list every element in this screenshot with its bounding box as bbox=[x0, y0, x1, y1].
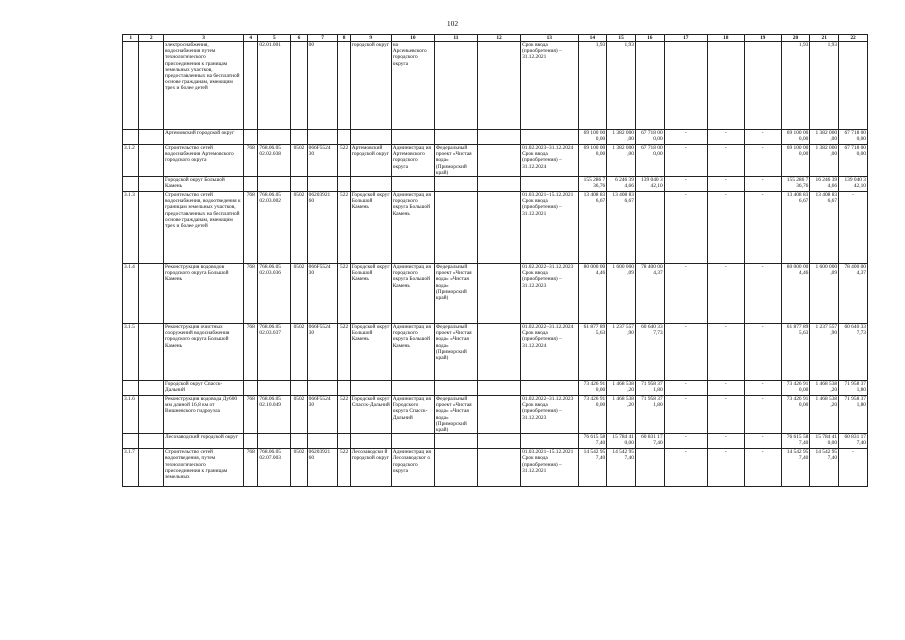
table-cell bbox=[635, 192, 664, 264]
table-cell bbox=[338, 42, 350, 130]
table-cell: 522 bbox=[338, 396, 350, 434]
table-cell: Администрац ия Лесозаводског о городского округа bbox=[391, 449, 434, 487]
table-cell bbox=[291, 177, 307, 192]
table-row bbox=[123, 449, 868, 487]
table-cell: 0502 bbox=[291, 324, 307, 381]
table-cell: Строительство сетей водоснабжения Артемовского городского округа bbox=[164, 145, 244, 177]
table-cell bbox=[123, 381, 139, 396]
table-cell bbox=[707, 42, 744, 130]
table-cell: Федеральный проект «Чистая вода» «Чистая вода» (Приморский край) bbox=[434, 396, 477, 434]
table-cell bbox=[307, 381, 338, 396]
header-cell: 8 bbox=[338, 35, 350, 42]
table-cell: 67 718 00 0,00 bbox=[839, 145, 868, 177]
table-cell: 71 958 37 1,80 bbox=[839, 381, 868, 396]
table-cell: 61 877 89 5,63 bbox=[578, 324, 607, 381]
table-cell: Лесозаводски й городской округ bbox=[350, 449, 391, 487]
table-cell: - bbox=[707, 192, 744, 264]
table-cell bbox=[477, 192, 520, 264]
budget-table bbox=[122, 34, 868, 487]
table-cell bbox=[139, 324, 164, 381]
header-cell: 22 bbox=[839, 35, 868, 42]
table-cell: 73 426 91 0,00 bbox=[781, 396, 810, 434]
table-cell bbox=[258, 381, 291, 396]
table-cell: 1 382 000 ,00 bbox=[810, 130, 839, 145]
table-cell bbox=[291, 42, 307, 130]
table-cell: 522 bbox=[338, 449, 350, 487]
table-cell: 69 100 00 0,00 bbox=[578, 145, 607, 177]
table-cell bbox=[434, 434, 477, 449]
table-cell: - bbox=[707, 264, 744, 324]
table-cell bbox=[477, 396, 520, 434]
table-row bbox=[123, 381, 868, 396]
table-cell: - bbox=[664, 449, 707, 487]
table-cell: Администрац ия городского округа Большой Камень bbox=[391, 264, 434, 324]
table-cell: Городской округ Большой Камень bbox=[350, 192, 391, 264]
table-row bbox=[123, 42, 868, 130]
table-cell: 0502 bbox=[291, 396, 307, 434]
table-cell bbox=[123, 434, 139, 449]
table-cell: Федеральный проект «Чистая вода» «Чистая вода» (Приморский край) bbox=[434, 324, 477, 381]
table-cell: 155 286 7 36,76 bbox=[578, 177, 607, 192]
header-cell: 4 bbox=[244, 35, 258, 42]
header-cell: 7 bbox=[307, 35, 338, 42]
table-cell: 73 426 91 0,00 bbox=[781, 381, 810, 396]
table-cell: Администрац ия городского округа Большой Камень bbox=[391, 324, 434, 381]
table-cell: 1 237 557 ,90 bbox=[810, 324, 839, 381]
header-cell: 1 bbox=[123, 35, 139, 42]
table-cell: 1,93 bbox=[781, 42, 810, 130]
table-cell bbox=[307, 434, 338, 449]
table-cell bbox=[338, 177, 350, 192]
table-cell bbox=[139, 434, 164, 449]
table-cell: 1 600 000 ,09 bbox=[607, 264, 636, 324]
header-cell: 21 bbox=[810, 35, 839, 42]
table-cell bbox=[258, 130, 291, 145]
table-cell: 1 468 538 ,20 bbox=[607, 396, 636, 434]
table-cell bbox=[391, 434, 434, 449]
table-cell: Федеральный проект «Чистая вода» «Чистая вода» (Приморский край) bbox=[434, 264, 477, 324]
table-cell: 78 400 00 4,37 bbox=[635, 264, 664, 324]
table-cell: 80 000 00 4,46 bbox=[781, 264, 810, 324]
table-cell bbox=[244, 130, 258, 145]
table-cell bbox=[434, 381, 477, 396]
table-cell: - bbox=[664, 130, 707, 145]
table-cell: 01.02.2022–31.12.2023 Срок ввода (приобретения) – 31.12.2023 bbox=[521, 396, 578, 434]
table-cell: 71 958 37 1,80 bbox=[839, 396, 868, 434]
header-cell: 15 bbox=[607, 35, 636, 42]
table-cell: Реконструкция водоводов городского округа Большой Камень bbox=[164, 264, 244, 324]
table-cell bbox=[291, 130, 307, 145]
table-cell: - bbox=[839, 192, 868, 264]
table-cell: 066F5524 30 bbox=[307, 324, 338, 381]
table-cell bbox=[139, 42, 164, 130]
table-cell: 155 286 7 36,76 bbox=[781, 177, 810, 192]
table-cell bbox=[434, 42, 477, 130]
header-cell: 6 bbox=[291, 35, 307, 42]
table-row bbox=[123, 177, 868, 192]
table-cell: 139 040 3 42,10 bbox=[839, 177, 868, 192]
table-cell: 67 718 00 0,00 bbox=[635, 145, 664, 177]
table-cell bbox=[338, 381, 350, 396]
table-cell: 0502 bbox=[291, 192, 307, 264]
table-cell: Городской округ Большой Камень bbox=[350, 324, 391, 381]
table-cell bbox=[123, 130, 139, 145]
table-cell: 78 400 00 4,37 bbox=[839, 264, 868, 324]
table-cell: - bbox=[744, 324, 781, 381]
table-cell: - bbox=[744, 396, 781, 434]
table-cell: городской округ bbox=[350, 42, 391, 130]
table-cell: Артемовский городской округ bbox=[350, 145, 391, 177]
table-cell: Реконструкция водовода Ду600 мм длиной 16,8 км от Вишневского гидроузла bbox=[164, 396, 244, 434]
table-cell: 14 542 95 7,40 bbox=[810, 449, 839, 487]
table-cell: Городской округ Большой Камень bbox=[164, 177, 244, 192]
table-cell bbox=[338, 434, 350, 449]
table-cell: 139 040 3 42,10 bbox=[635, 177, 664, 192]
table-cell: - bbox=[839, 449, 868, 487]
header-cell: 12 bbox=[477, 35, 520, 42]
table-cell: 15 784 41 0,00 bbox=[607, 434, 636, 449]
table-cell: 768.06.05 02.02.038 bbox=[258, 145, 291, 177]
table-cell bbox=[244, 434, 258, 449]
table-cell: 768 bbox=[244, 145, 258, 177]
table-cell: - bbox=[664, 177, 707, 192]
table-cell: 3.1.4 bbox=[123, 264, 139, 324]
table-row bbox=[123, 264, 868, 324]
table-cell: - bbox=[707, 177, 744, 192]
table-cell: 3.1.2 bbox=[123, 145, 139, 177]
table-cell bbox=[477, 434, 520, 449]
table-cell: - bbox=[664, 264, 707, 324]
table-cell: 522 bbox=[338, 192, 350, 264]
table-cell: 69 100 00 0,00 bbox=[781, 130, 810, 145]
table-cell: - bbox=[707, 324, 744, 381]
table-cell: - bbox=[744, 434, 781, 449]
table-cell: 1 468 538 ,20 bbox=[810, 381, 839, 396]
header-cell: 13 bbox=[521, 35, 578, 42]
table-cell: 1 468 538 ,20 bbox=[607, 381, 636, 396]
table-cell: - bbox=[707, 145, 744, 177]
table-cell: 1,93 bbox=[810, 42, 839, 130]
table-cell bbox=[521, 381, 578, 396]
table-cell: - bbox=[744, 381, 781, 396]
table-cell: 02.01.001 bbox=[258, 42, 291, 130]
table-cell: 60 640 33 7,73 bbox=[635, 324, 664, 381]
table-cell bbox=[521, 177, 578, 192]
table-cell: 0502 bbox=[291, 449, 307, 487]
table-cell: 1 382 000 ,00 bbox=[607, 145, 636, 177]
header-cell: 2 bbox=[139, 35, 164, 42]
table-cell: 69 100 00 0,00 bbox=[578, 130, 607, 145]
table-cell: 06203921 60 bbox=[307, 192, 338, 264]
table-cell: 522 bbox=[338, 145, 350, 177]
table-cell: - bbox=[707, 434, 744, 449]
table-cell bbox=[434, 449, 477, 487]
table-cell bbox=[521, 130, 578, 145]
table-cell: 14 542 95 7,40 bbox=[578, 449, 607, 487]
table-cell: 01.02.2023–31.12.2024 Срок ввода (приобретения) – 31.12.2024 bbox=[521, 145, 578, 177]
table-cell: 13 408 83 6,67 bbox=[607, 192, 636, 264]
table-cell: электроснабжения, водоснабжения путем технологического присоединения к границам земельных участков, предоставленных на бесплатной основе гражданам, имеющим трех и более детей bbox=[164, 42, 244, 130]
table-cell: 73 426 91 0,00 bbox=[578, 396, 607, 434]
table-cell: 0502 bbox=[291, 145, 307, 177]
table-cell: 13 408 83 6,67 bbox=[810, 192, 839, 264]
table-cell: 768.06.05 02.03.002 bbox=[258, 192, 291, 264]
table-cell: - bbox=[664, 192, 707, 264]
table-cell: 768 bbox=[244, 396, 258, 434]
table-cell: - bbox=[744, 192, 781, 264]
header-cell: 11 bbox=[434, 35, 477, 42]
table-cell bbox=[244, 42, 258, 130]
table-cell: 00 bbox=[307, 42, 338, 130]
header-cell: 3 bbox=[164, 35, 244, 42]
table-cell bbox=[434, 192, 477, 264]
table-cell: 1 237 557 ,90 bbox=[607, 324, 636, 381]
table-cell: 3.1.3 bbox=[123, 192, 139, 264]
table-cell: 60 831 17 7,40 bbox=[839, 434, 868, 449]
table-cell: 61 877 89 5,63 bbox=[781, 324, 810, 381]
table-cell bbox=[521, 434, 578, 449]
table-cell: 522 bbox=[338, 324, 350, 381]
table-cell bbox=[477, 264, 520, 324]
table-cell: 066F5524 30 bbox=[307, 396, 338, 434]
table-cell: 768 bbox=[244, 264, 258, 324]
table-cell bbox=[477, 130, 520, 145]
table-cell bbox=[139, 177, 164, 192]
table-cell: 14 542 95 7,40 bbox=[781, 449, 810, 487]
table-cell: 60 640 33 7,73 bbox=[839, 324, 868, 381]
header-cell: 20 bbox=[781, 35, 810, 42]
table-cell: - bbox=[664, 381, 707, 396]
table-cell: Городской округ Большой Камень bbox=[350, 264, 391, 324]
table-cell bbox=[477, 42, 520, 130]
table-cell: на Арсеньевского городского округа bbox=[391, 42, 434, 130]
table-cell: 13 408 83 6,67 bbox=[781, 192, 810, 264]
table-row bbox=[123, 192, 868, 264]
header-cell: 10 bbox=[391, 35, 434, 42]
table-cell bbox=[744, 42, 781, 130]
table-cell: Администрац ия Городского округа Спасск-Дальний bbox=[391, 396, 434, 434]
table-cell bbox=[139, 130, 164, 145]
table-cell: 768.06.05 02.07.003 bbox=[258, 449, 291, 487]
table-cell: 1 382 000 ,00 bbox=[607, 130, 636, 145]
table-cell: Городской округ Спасск-Дальний bbox=[350, 396, 391, 434]
table-cell: - bbox=[664, 324, 707, 381]
table-cell bbox=[244, 381, 258, 396]
table-cell bbox=[434, 177, 477, 192]
table-cell: 768.06.05 02.10.049 bbox=[258, 396, 291, 434]
table-cell bbox=[664, 42, 707, 130]
table-cell bbox=[635, 42, 664, 130]
table-cell: 06203921 60 bbox=[307, 449, 338, 487]
header-cell: 19 bbox=[744, 35, 781, 42]
table-cell bbox=[258, 177, 291, 192]
table-cell: - bbox=[744, 449, 781, 487]
table-cell: 69 100 00 0,00 bbox=[781, 145, 810, 177]
table-cell: 14 542 95 7,40 bbox=[607, 449, 636, 487]
table-cell bbox=[307, 177, 338, 192]
table-cell: - bbox=[664, 145, 707, 177]
table-row bbox=[123, 324, 868, 381]
table-cell: 71 958 37 1,80 bbox=[635, 396, 664, 434]
table-cell: 80 000 00 4,46 bbox=[578, 264, 607, 324]
table-cell: 066F5524 30 bbox=[307, 145, 338, 177]
table-cell bbox=[244, 177, 258, 192]
table-cell: 73 426 91 0,00 bbox=[578, 381, 607, 396]
table-cell: 76 615 58 7,40 bbox=[781, 434, 810, 449]
table-cell bbox=[338, 130, 350, 145]
table-cell: - bbox=[664, 396, 707, 434]
table-cell bbox=[477, 324, 520, 381]
table-cell bbox=[139, 192, 164, 264]
table-cell: 13 408 83 6,67 bbox=[578, 192, 607, 264]
header-cell: 9 bbox=[350, 35, 391, 42]
table-cell: Срок ввода (приобретения) – 31.12.2021 bbox=[521, 42, 578, 130]
table-cell: 768 bbox=[244, 324, 258, 381]
table-cell bbox=[139, 396, 164, 434]
page-number: 102 bbox=[446, 19, 459, 28]
table-cell: Реконструкция очистных сооружений водоснабжения городского округа Большой Камень bbox=[164, 324, 244, 381]
table-cell bbox=[477, 145, 520, 177]
table-cell bbox=[477, 381, 520, 396]
table-cell: 1,93 bbox=[607, 42, 636, 130]
table-cell bbox=[635, 449, 664, 487]
table-cell: 1 600 000 ,09 bbox=[810, 264, 839, 324]
table-cell: 15 784 41 0,00 bbox=[810, 434, 839, 449]
table-cell: Городской округ Спасск-Дальний bbox=[164, 381, 244, 396]
table-cell bbox=[291, 381, 307, 396]
table-cell: 01.02.2022–31.12.2024 Срок ввода (приобретения) – 31.12.2024 bbox=[521, 324, 578, 381]
table-row bbox=[123, 396, 868, 434]
table-row bbox=[123, 145, 868, 177]
header-cell: 17 bbox=[664, 35, 707, 42]
table-cell: 3.1.7 bbox=[123, 449, 139, 487]
table-cell: 768 bbox=[244, 192, 258, 264]
table-cell: Федеральный проект «Чистая вода» (Приморский край) bbox=[434, 145, 477, 177]
header-cell: 14 bbox=[578, 35, 607, 42]
table-cell: - bbox=[707, 130, 744, 145]
table-cell: 768.06.05 02.03.037 bbox=[258, 324, 291, 381]
table-cell bbox=[391, 381, 434, 396]
table-cell: 6 246 39 4,66 bbox=[607, 177, 636, 192]
table-cell: 066F5524 30 bbox=[307, 264, 338, 324]
table-cell: Администрац ия городского округа Большой Камень bbox=[391, 192, 434, 264]
table-cell: 67 718 00 0,00 bbox=[839, 130, 868, 145]
table-cell: - bbox=[744, 145, 781, 177]
table-cell: 522 bbox=[338, 264, 350, 324]
table-cell bbox=[139, 145, 164, 177]
table-cell: 16 246 39 4,66 bbox=[810, 177, 839, 192]
table-cell: 3.1.5 bbox=[123, 324, 139, 381]
table-cell bbox=[291, 434, 307, 449]
table-cell: Строительство сетей водоотведения, путем технологического присоединения к границам земельных bbox=[164, 449, 244, 487]
table-cell: Лесозаводский городской округ bbox=[164, 434, 244, 449]
table-cell bbox=[139, 264, 164, 324]
table-cell: - bbox=[744, 130, 781, 145]
table-cell bbox=[350, 130, 391, 145]
table-cell: - bbox=[744, 264, 781, 324]
table-cell: 01.03.2021–15.12.2021 Срок ввода (приобретения) – 31.12.2021 bbox=[521, 449, 578, 487]
table-cell: Артемовский городской округ bbox=[164, 130, 244, 145]
table-header-row bbox=[123, 35, 868, 42]
table-cell: - bbox=[707, 396, 744, 434]
table-cell bbox=[123, 42, 139, 130]
table-cell: - bbox=[744, 177, 781, 192]
table-cell: 1 468 538 ,20 bbox=[810, 396, 839, 434]
table-cell: Строительство сетей водоснабжения, водоотведения к границам земельных участков, предоставленных на бесплатной основе гражданам, имеющим трех и более детей bbox=[164, 192, 244, 264]
table-cell bbox=[139, 381, 164, 396]
table-cell bbox=[307, 130, 338, 145]
table-cell: 768.06.05 02.03.036 bbox=[258, 264, 291, 324]
table-cell bbox=[477, 449, 520, 487]
header-cell: 5 bbox=[258, 35, 291, 42]
table-cell: Администрац ия Артемовского городского округа bbox=[391, 145, 434, 177]
table-cell bbox=[258, 434, 291, 449]
table-cell: 01.03.2021–15.12.2021 Срок ввода (приобретения) – 31.12.2021 bbox=[521, 192, 578, 264]
header-cell: 18 bbox=[707, 35, 744, 42]
table-cell: 768 bbox=[244, 449, 258, 487]
table-cell: 3.1.6 bbox=[123, 396, 139, 434]
table-cell bbox=[434, 130, 477, 145]
table-cell bbox=[391, 130, 434, 145]
table-cell: - bbox=[707, 449, 744, 487]
table-cell: 1,93 bbox=[578, 42, 607, 130]
table-cell bbox=[350, 434, 391, 449]
table-cell: 71 958 37 1,80 bbox=[635, 381, 664, 396]
table-cell: 1 382 000 ,00 bbox=[810, 145, 839, 177]
table-cell: - bbox=[707, 381, 744, 396]
table-cell bbox=[839, 42, 868, 130]
table-cell bbox=[123, 177, 139, 192]
table-cell bbox=[350, 177, 391, 192]
table-cell bbox=[350, 381, 391, 396]
table-cell bbox=[477, 177, 520, 192]
table-cell bbox=[391, 177, 434, 192]
table-cell: 67 718 00 0,00 bbox=[635, 130, 664, 145]
table-row bbox=[123, 130, 868, 145]
table-row bbox=[123, 434, 868, 449]
table-cell: 0502 bbox=[291, 264, 307, 324]
table-cell: 76 615 58 7,40 bbox=[578, 434, 607, 449]
header-cell: 16 bbox=[635, 35, 664, 42]
table-cell: 01.02.2022–31.12.2023 Срок ввода (приобретения) – 31.12.2023 bbox=[521, 264, 578, 324]
table-cell: 60 831 17 7,40 bbox=[635, 434, 664, 449]
table-cell bbox=[139, 449, 164, 487]
table-cell: - bbox=[664, 434, 707, 449]
